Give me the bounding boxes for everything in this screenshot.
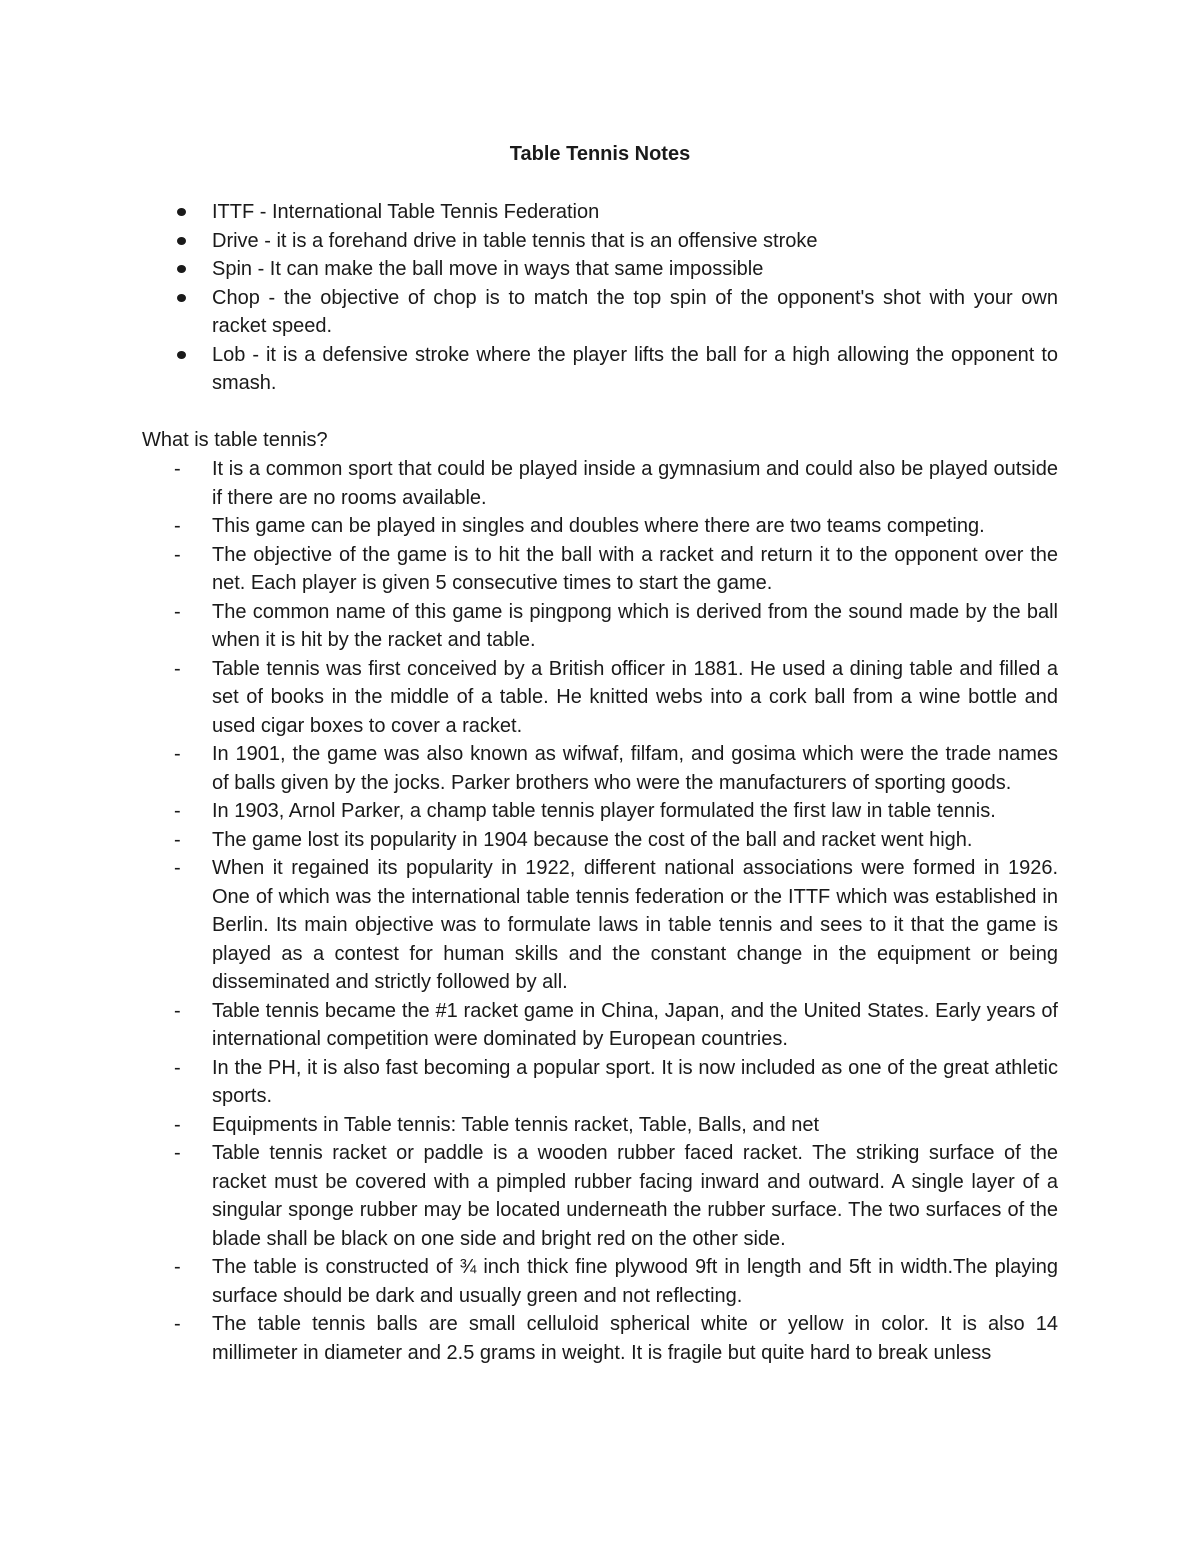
dash-item-text: The table tennis balls are small celluloid spherical white or yellow in color. It is also 14 millimeter in diameter and 2.5 grams in weight. It is fragile but quite hard to break unless <box>212 1313 1058 1364</box>
dash-item-text: Table tennis became the #1 racket game in China, Japan, and the United States. Early years of international competition were dominated by European countries. <box>212 999 1058 1050</box>
dash-item-text: The game lost its popularity in 1904 because the cost of the ball and racket went high. <box>212 828 973 851</box>
dash-item-text: This game can be played in singles and doubles where there are two teams competing. <box>212 515 985 537</box>
dash-marker: - <box>174 1113 181 1136</box>
bullet-dot-icon <box>177 237 186 245</box>
dash-item-text: In the PH, it is also fast becoming a popular sport. It is now included as one of the great athletic sports. <box>212 1056 1058 1107</box>
bullet-dot-icon <box>177 265 186 273</box>
facts-dash-list <box>0 455 1200 1367</box>
dash-item-text: It is a common sport that could be played inside a gymnasium and could also be played outside if there are no rooms available. <box>212 458 1058 509</box>
dash-item <box>174 826 1058 855</box>
dash-item-text: The objective of the game is to hit the ball with a racket and return it to the opponent over the net. Each player is given 5 consecutive times to start the game. <box>212 543 1058 594</box>
dash-item <box>174 1253 1058 1310</box>
bullet-item-text: Spin - It can make the ball move in ways that same impossible <box>212 258 764 280</box>
bullet-item <box>212 255 1058 284</box>
dash-marker: - <box>174 1142 181 1164</box>
bullet-item-text: ITTF - International Table Tennis Federation <box>212 201 600 223</box>
bullet-dot-icon <box>177 351 186 359</box>
dash-marker: - <box>174 857 181 879</box>
dash-item-text: In 1903, Arnol Parker, a champ table tennis player formulated the first law in table tennis. <box>212 800 996 822</box>
definitions-bullet-list <box>0 198 1200 398</box>
dash-marker: - <box>174 1313 181 1335</box>
dash-item <box>174 740 1058 797</box>
dash-marker: - <box>174 657 181 680</box>
dash-marker: - <box>174 458 181 480</box>
dash-marker: - <box>174 800 181 822</box>
dash-item-text: Table tennis racket or paddle is a wooden rubber faced racket. The striking surface of the racket must be covered with a pimpled rubber facing inward and outward. A single layer of a singular sponge rubber may be located underneath the rubber surface. The two surfaces of the blade shall be black on one side and bright red on the other side. <box>212 1142 1058 1250</box>
dash-marker: - <box>174 999 181 1022</box>
dash-marker: - <box>174 600 181 623</box>
dash-item-text: In 1901, the game was also known as wifwaf, filfam, and gosima which were the trade names of balls given by the jocks. Parker brothers who were the manufacturers of sporting goods. <box>212 743 1058 794</box>
dash-item <box>174 854 1058 997</box>
dash-marker: - <box>174 1256 181 1278</box>
document-title: Table Tennis Notes <box>509 143 691 165</box>
dash-item-text: Table tennis was first conceived by a British officer in 1881. He used a dining table and filled a set of books in the middle of a table. He knitted webs into a cork ball from a wine bottle and used cigar boxes to cover a racket. <box>212 657 1058 737</box>
bullet-item-text: Chop - the objective of chop is to match the top spin of the opponent's shot with your own racket speed. <box>212 286 1058 337</box>
dash-item <box>174 655 1058 741</box>
bullet-item <box>212 198 1058 227</box>
dash-item-text: The table is constructed of ¾ inch thick fine plywood 9ft in length and 5ft in width.The playing surface should be dark and usually green and not reflecting. <box>212 1256 1058 1307</box>
dash-item-text: The common name of this game is pingpong which is derived from the sound made by the ball when it is hit by the racket and table. <box>212 600 1058 651</box>
dash-marker: - <box>174 743 181 765</box>
bullet-item <box>212 284 1058 341</box>
bullet-dot-icon <box>177 294 186 302</box>
dash-item <box>174 598 1058 655</box>
bullet-dot-icon <box>177 208 186 216</box>
section-heading: What is table tennis? <box>142 429 328 451</box>
dash-marker: - <box>174 1056 181 1079</box>
dash-item <box>174 1054 1058 1111</box>
bullet-item-text: Drive - it is a forehand drive in table tennis that is an offensive stroke <box>212 229 818 252</box>
dash-item <box>174 455 1058 512</box>
dash-item <box>174 997 1058 1054</box>
bullet-item <box>212 227 1058 256</box>
dash-item <box>174 1139 1058 1253</box>
dash-item <box>174 797 1058 826</box>
dash-item <box>174 1310 1058 1367</box>
dash-item <box>174 1111 1058 1140</box>
dash-marker: - <box>174 828 181 851</box>
dash-marker: - <box>174 543 181 566</box>
dash-item-text: Equipments in Table tennis: Table tennis racket, Table, Balls, and net <box>212 1113 820 1136</box>
bullet-item <box>212 341 1058 398</box>
dash-item <box>174 541 1058 598</box>
dash-item-text: When it regained its popularity in 1922, different national associations were formed in 1926. One of which was the international table tennis federation or the ITTF which was established in Berlin. Its main objective was to formulate laws in table tennis and sees to it that the game is played as a contest for human skills and the constant change in the equipment or being disseminated and strictly followed by all. <box>212 857 1058 993</box>
dash-marker: - <box>174 515 181 537</box>
dash-item <box>174 512 1058 541</box>
bullet-item-text: Lob - it is a defensive stroke where the player lifts the ball for a high allowing the opponent to smash. <box>212 343 1058 394</box>
